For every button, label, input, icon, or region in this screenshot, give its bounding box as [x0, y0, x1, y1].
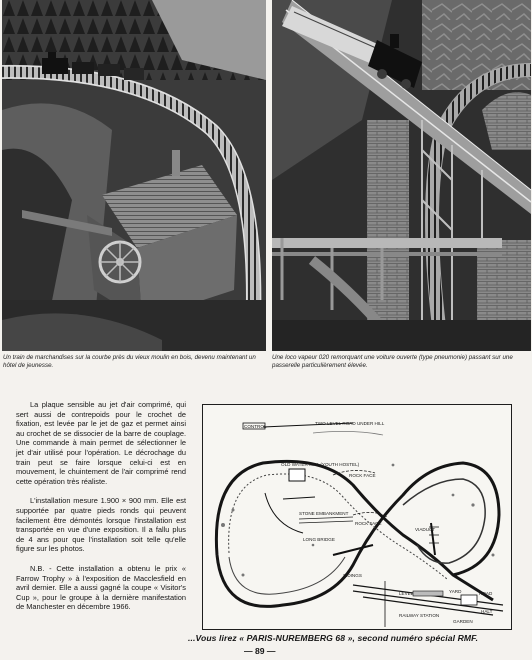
photo-caption-left: Un train de marchandises sur la courbe près du vieux moulin en bois, devenu maintenant un hôtel de jeunesse. — [3, 354, 256, 369]
plan-label-rock-face-2: ROCK FACE — [355, 521, 382, 526]
plan-label-stone-embankment: STONE EMBANKMENT — [299, 511, 349, 516]
photo-high-bridge — [272, 0, 531, 351]
track-plan-drawing — [203, 405, 511, 629]
page-number: — 89 — — [244, 646, 276, 656]
track-plan-diagram — [202, 404, 512, 630]
plan-label-sidings: SIDINGS — [343, 573, 362, 578]
plan-label-level: LEVEL — [399, 591, 414, 596]
plan-label-two-level: TWO LEVEL ROAD UNDER HILL — [315, 421, 385, 426]
plan-label-viaduct: VIADUCT — [415, 527, 436, 532]
plan-label-station: RAILWAY STATION — [399, 613, 440, 618]
plan-label-road: ROAD — [479, 591, 493, 596]
photo-caption-right: Une loco vapeur 020 remorquant une voiture ouverte (type pneumonie) passant sur une passerelle particulièrement élevée. — [272, 354, 513, 369]
plan-label-garden: GARDEN — [453, 619, 473, 624]
plan-label-old-mill: OLD WATER MILL (YOUTH HOSTEL) — [281, 462, 360, 467]
plan-label-yard: YARD — [449, 589, 462, 594]
article-paragraph: L'installation mesure 1.900 × 900 mm. Elle est supportée par quatre pieds ronds qui peuvent facilement être démontés lorsque l'installation est transportée en vue d'une exposition. Il a fallu plus de 4 ans pour que l'installation soit telle qu'elle figure sur les photos. — [16, 496, 186, 554]
photo-mill-curve — [2, 0, 266, 351]
plan-label-rock-face-1: ROCK FACE — [349, 473, 376, 478]
article-paragraph: N.B. - Cette installation a obtenu le prix « Farrow Trophy » à l'exposition de Macclesfield en avril dernier. Elle a aussi gagné la coupe « Visitor's Cup », pour le groupe à la dernière manifestation de Manchester en décembre 1966. — [16, 563, 186, 612]
plan-label-long-bridge: LONG BRIDGE — [303, 537, 335, 542]
plan-label-halt: HALT — [481, 609, 493, 614]
plan-label-control: CONTROL — [244, 424, 267, 429]
article-body — [16, 400, 186, 622]
photo-mill-curve-image — [2, 0, 266, 351]
photo-high-bridge-image — [272, 0, 531, 351]
footer-announcement: ...Vous lirez « PARIS-NUREMBERG 68 », second numéro spécial RMF. — [188, 633, 479, 643]
article-paragraph: La plaque sensible au jet d'air comprimé, qui sert aussi de contrepoids pour le crochet de fixation, est levée par le jet de gaz et permet ainsi au crochet de se dissocier de la barre de couplage. Une commande à main permet de sélectionner le jet d'air utilisé pour l'opération. Le décrochage du train peut se faire lorsque celui-ci est en mouvement, le chuintement de l'air comprimé rend cette opération très réaliste. — [16, 400, 186, 486]
